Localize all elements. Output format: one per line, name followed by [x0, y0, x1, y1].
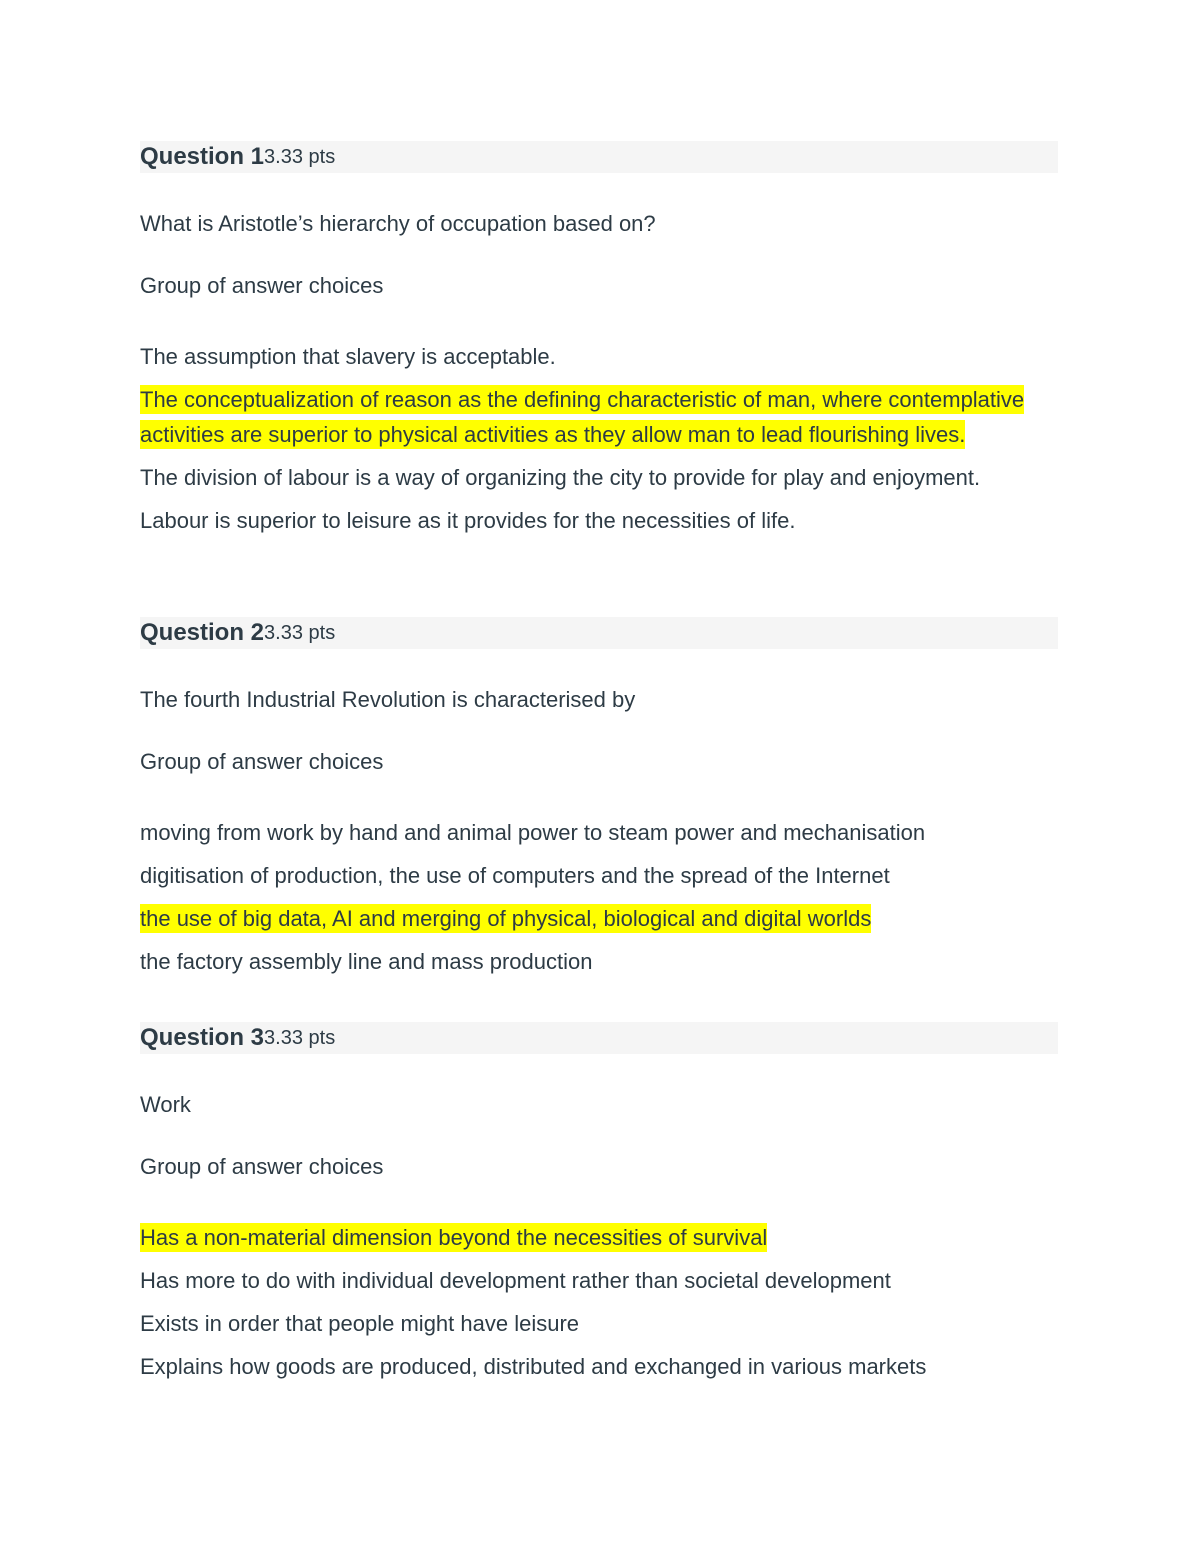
question-1 [140, 141, 1058, 546]
question-2 [140, 617, 1058, 987]
answer-text: The division of labour is a way of organizing the city to provide for play and enjoyment. [140, 465, 981, 490]
answer-text: the factory assembly line and mass production [140, 949, 593, 974]
answer-text: Has a non-material dimension beyond the necessities of survival [140, 1225, 768, 1250]
answer-list [140, 815, 1058, 979]
answer-choice[interactable] [140, 1349, 1058, 1384]
question-prompt: The fourth Industrial Revolution is characterised by [140, 687, 636, 712]
answer-choice[interactable] [140, 460, 1058, 495]
question-points: 3.33 pts [264, 145, 336, 168]
answer-text: Has more to do with individual development rather than societal development [140, 1268, 891, 1293]
question-header [140, 617, 1058, 649]
question-title: Question 1 [140, 143, 265, 170]
question-title: Question 2 [140, 619, 265, 646]
question-header [140, 141, 1058, 173]
answer-text: digitisation of production, the use of computers and the spread of the Internet [140, 863, 890, 888]
answer-list [140, 339, 1058, 538]
question-points: 3.33 pts [264, 621, 336, 644]
answer-group-label: Group of answer choices [140, 749, 384, 774]
answer-choice[interactable] [140, 815, 1058, 850]
question-prompt: What is Aristotle’s hierarchy of occupation based on? [140, 211, 656, 236]
question-header [140, 1022, 1058, 1054]
answer-choice[interactable] [140, 1306, 1058, 1341]
answer-choice[interactable] [140, 1220, 1058, 1255]
answer-text: The assumption that slavery is acceptable. [140, 344, 556, 369]
answer-group-label: Group of answer choices [140, 273, 384, 298]
answer-choice[interactable] [140, 503, 1058, 538]
answer-choice[interactable] [140, 901, 1058, 936]
answer-choice[interactable] [140, 382, 1058, 452]
question-points: 3.33 pts [264, 1026, 336, 1049]
answer-choice[interactable] [140, 1263, 1058, 1298]
answer-text: Explains how goods are produced, distributed and exchanged in various markets [140, 1354, 927, 1379]
answer-group-label: Group of answer choices [140, 1154, 384, 1179]
answer-text: Exists in order that people might have leisure [140, 1311, 580, 1336]
answer-text: The conceptualization of reason as the defining characteristic of man, where contemplative activities are superior to physical activities as they allow man to lead flourishing lives. [140, 387, 1025, 447]
question-prompt: Work [140, 1092, 191, 1117]
answer-text: Labour is superior to leisure as it provides for the necessities of life. [140, 508, 796, 533]
answer-choice[interactable] [140, 944, 1058, 979]
answer-choice[interactable] [140, 339, 1058, 374]
question-title: Question 3 [140, 1024, 265, 1051]
answer-list [140, 1220, 1058, 1384]
answer-choice[interactable] [140, 858, 1058, 893]
answer-text: the use of big data, AI and merging of physical, biological and digital worlds [140, 906, 872, 931]
question-3 [140, 1022, 1058, 1392]
answer-text: moving from work by hand and animal power to steam power and mechanisation [140, 820, 926, 845]
